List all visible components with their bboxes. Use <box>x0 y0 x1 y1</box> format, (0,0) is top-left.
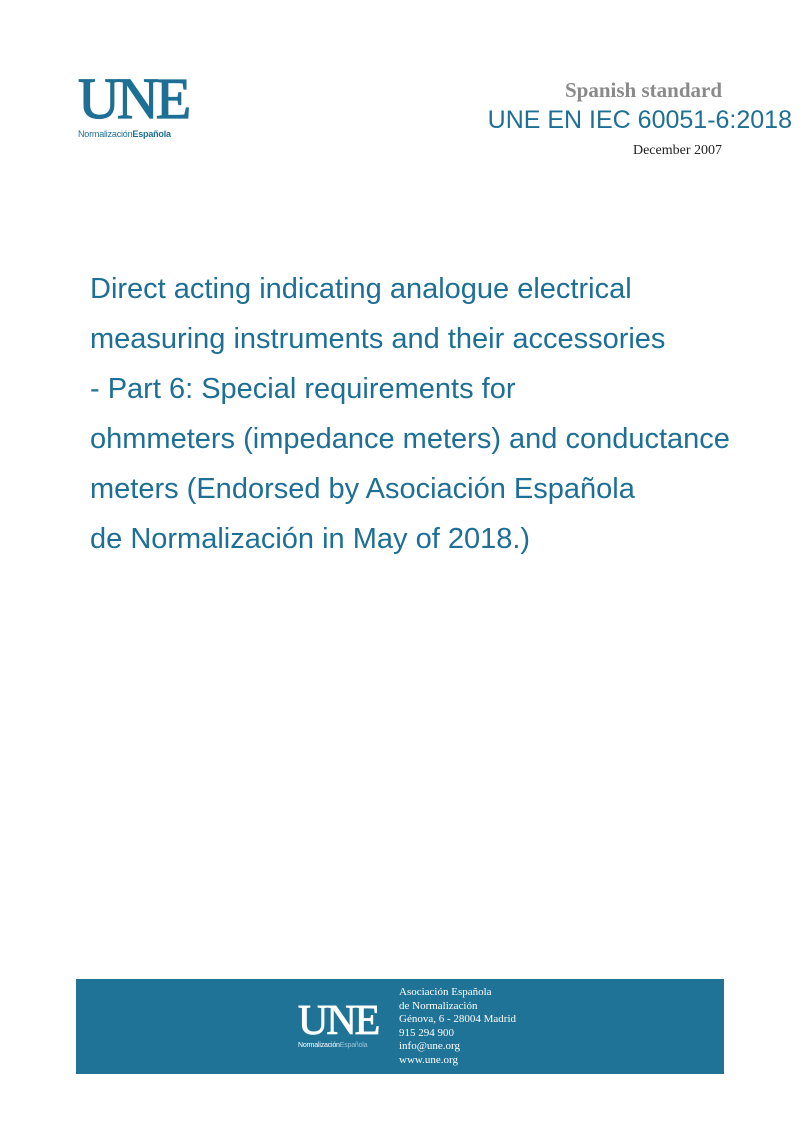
une-logo-tagline-part2: Española <box>132 129 171 139</box>
footer-org-name-line1: Asociación Española <box>399 986 492 998</box>
footer-org-name-line2: de Normalización <box>399 999 478 1012</box>
footer-logo-tagline-part2: Española <box>339 1042 368 1049</box>
footer-logo-tagline-part1: Normalización <box>298 1042 340 1049</box>
une-logo-tagline-part1: Normalización <box>78 129 133 139</box>
footer-website: www.une.org <box>399 1053 458 1066</box>
une-logo-mark: UNE <box>78 66 189 131</box>
footer-band <box>76 979 724 1074</box>
footer-phone: 915 294 900 <box>399 1026 454 1039</box>
footer-une-logo <box>298 998 388 1052</box>
standard-kind-label: Spanish standard <box>565 78 722 102</box>
title-line: - Part 6: Special requirements for <box>90 373 516 405</box>
document-title <box>90 264 800 564</box>
footer-email: info@une.org <box>399 1040 460 1053</box>
title-line: meters (Endorsed by Asociación Española <box>90 473 635 505</box>
standard-code: UNE EN IEC 60051-6:2018 <box>487 106 792 134</box>
title-line: measuring instruments and their accessories <box>90 323 666 355</box>
standard-date: December 2007 <box>632 143 722 158</box>
title-line: de Normalización in May of 2018.) <box>90 523 531 555</box>
footer-contact-block <box>399 986 516 1068</box>
title-line: ohmmeters (impedance meters) and conductance <box>90 423 730 455</box>
footer-address: Génova, 6 - 28004 Madrid <box>399 1013 517 1026</box>
title-line: Direct acting indicating analogue electrical <box>90 273 632 305</box>
une-logo <box>78 66 198 144</box>
footer-une-logo-mark: UNE <box>298 998 379 1044</box>
